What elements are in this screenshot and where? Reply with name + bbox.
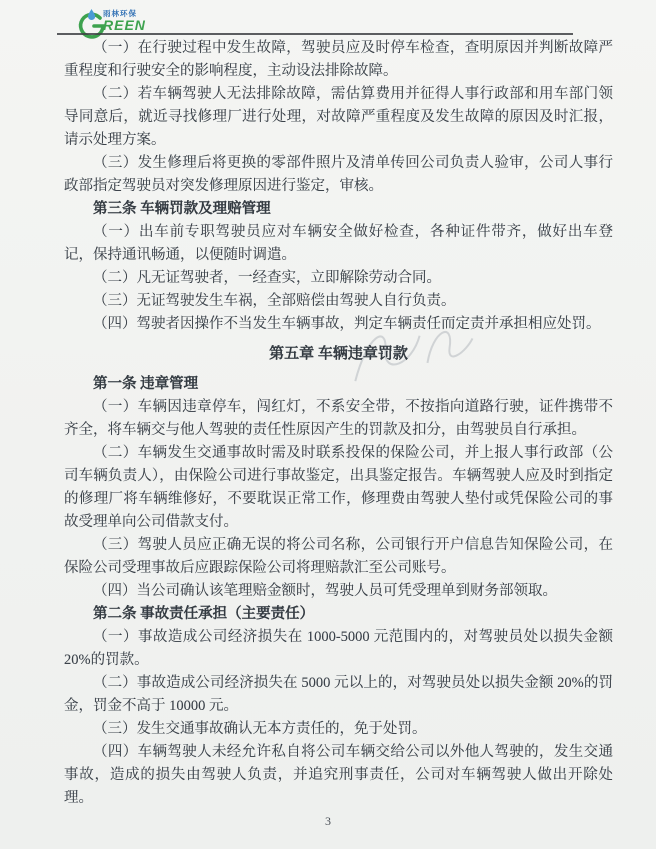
paragraph: （二）车辆发生交通事故时需及时联系投保的保险公司，并上报人事行政部（公司车辆负责人），由保险公司进行事故鉴定，出具鉴定报告。车辆驾驶人应及时到指定的修理厂将车辆维修好，不要耽误正常工作，修理费由驾驶人垫付或凭保险公司的事故受理单向公司借款支付。 [64, 445, 613, 530]
paragraph: （三）驾驶人员应正确无误的将公司名称，公司银行开户信息告知保险公司，在保险公司受理事故后应跟踪保险公司将理赔款汇至公司账号。 [64, 537, 613, 576]
logo-text [103, 10, 146, 33]
company-logo [76, 8, 146, 40]
document-body [64, 37, 613, 810]
water-drop-icon [88, 9, 95, 20]
page-number: 3 [325, 814, 331, 828]
header-divider-line [57, 33, 573, 35]
paragraph: （二）若车辆驾驶人无法排除故障，需估算费用并征得人事行政部和用车部门领导同意后，就近寻找修理厂进行处理，对故障严重程度及发生故障的原因及时汇报，请示处理方案。 [64, 86, 613, 148]
paragraph: （四）车辆驾驶人未经允许私自将公司车辆交给公司以外他人驾驶的，发生交通事故，造成的损失由驾驶人负责，并追究刑事责任，公司对车辆驾驶人做出开除处理。 [64, 744, 613, 806]
paragraph: （一）事故造成公司经济损失在 1000-5000 元范围内的，对驾驶员处以损失金额20%的罚款。 [64, 629, 613, 668]
section-heading: 第二条 事故责任承担（主要责任） [93, 606, 315, 622]
paragraph: （三）无证驾驶发生车祸，全部赔偿由驾驶人自行负责。 [93, 293, 456, 309]
paragraph: （二）凡无证驾驶者，一经查实，立即解除劳动合同。 [93, 270, 441, 286]
paragraph: （一）车辆因违章停车，闯红灯，不系安全带，不按指向道路行驶，证件携带不齐全，将车辆交与他人驾驶的责任性原因产生的罚款及扣分，由驾驶员自行承担。 [64, 399, 613, 438]
section-heading: 第三条 车辆罚款及理赔管理 [93, 201, 271, 217]
paragraph: （四）当公司确认该笔理赔金额时，驾驶人员可凭受理单到财务部领取。 [93, 583, 557, 599]
paragraph: （三）发生交通事故确认无本方责任的，免于处罚。 [93, 721, 427, 737]
paragraph: （一）出车前专职驾驶员应对车辆安全做好检查，各种证件带齐，做好出车登记，保持通讯畅通，以便随时调遣。 [64, 224, 613, 263]
paragraph: （三）发生修理后将更换的零部件照片及清单传回公司负责人验审，公司人事行政部指定驾驶员对突发修理原因进行鉴定，审核。 [64, 155, 613, 194]
section-heading: 第一条 违章管理 [93, 376, 199, 392]
paragraph: （四）驾驶者因操作不当发生车辆事故，判定车辆责任而定责并承担相应处罚。 [93, 316, 601, 332]
chapter-heading: 第五章 车辆违章罚款 [269, 346, 408, 362]
logo-chinese-subtext: 雨林环保 [103, 9, 137, 18]
paragraph: （二）事故造成公司经济损失在 5000 元以上的，对驾驶员处以损失金额 20%的罚金，罚金不高于 10000 元。 [64, 675, 613, 714]
paragraph: （一）在行驶过程中发生故障，驾驶员应及时停车检查，查明原因并判断故障严重程度和行驶安全的影响程度，主动设法排除故障。 [64, 40, 613, 79]
logo-brand-text: REEN [103, 17, 146, 33]
